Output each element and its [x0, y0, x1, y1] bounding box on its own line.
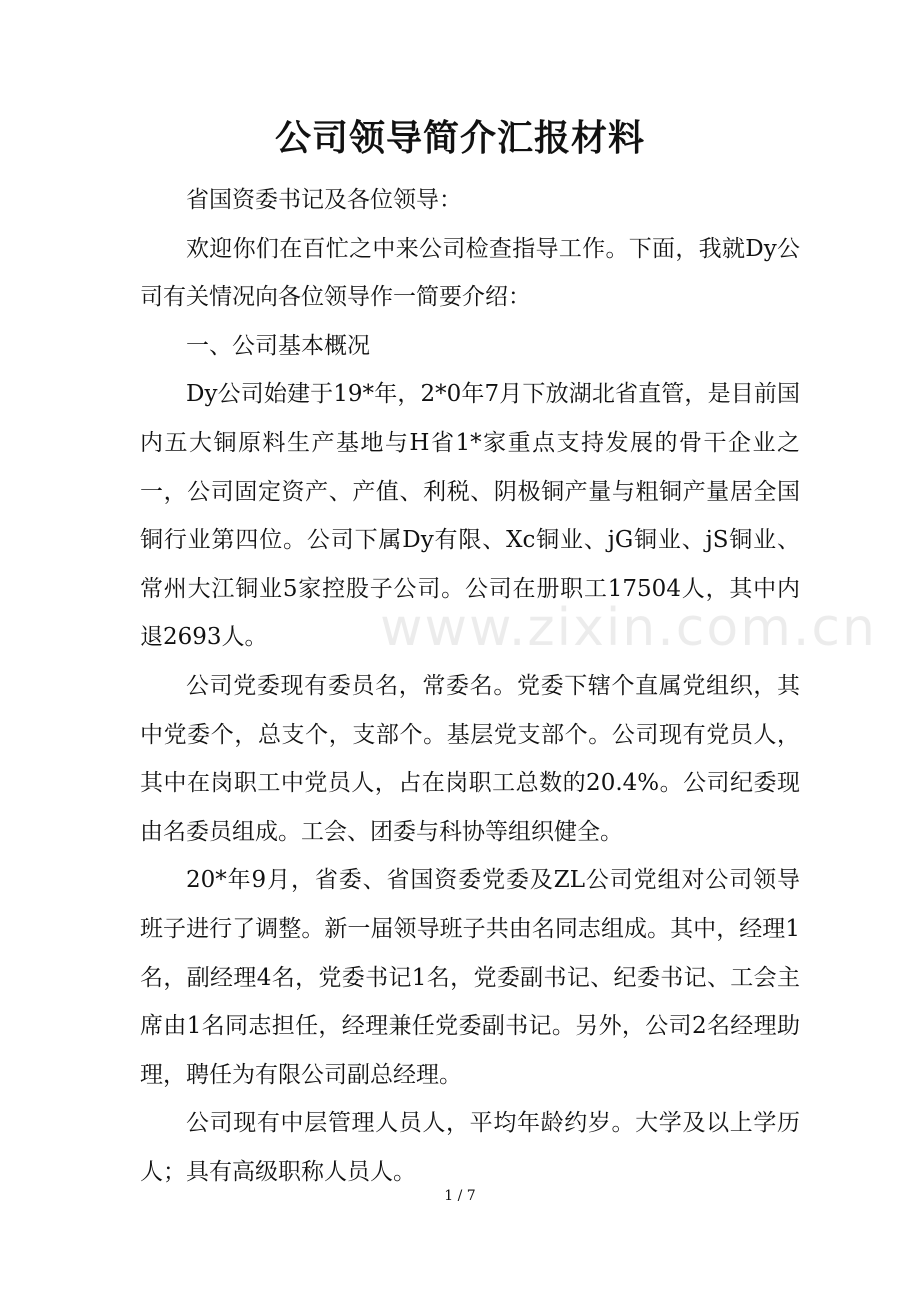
page-number: 1 / 7 — [444, 1188, 476, 1204]
watermark: www.zixin.com.cn — [380, 598, 877, 658]
paragraph-leadership-change: 20*年9月，省委、省国资委党委及ZL公司党组对公司领导班子进行了调整。新一届领导班子共由名同志组成。其中，经理1名，副经理4名，党委书记1名，党委副书记、纪委书记、工会主席由1名同志担任，经理兼任党委副书记。另外，公司2名经理助理，聘任为有限公司副总经理。 — [140, 867, 800, 1088]
paragraph-party-committee: 公司党委现有委员名，常委名。党委下辖个直属党组织，其中党委个，总支个，支部个。基层党支部个。公司现有党员人，其中在岗职工中党员人，占在岗职工总数的20.4%。公司纪委现由名委员组成。工会、团委与科协等组织健全。 — [140, 672, 800, 845]
paragraph-greeting: 省国资委书记及各位领导： — [186, 187, 462, 213]
section-heading-overview: 一、公司基本概况 — [186, 332, 370, 359]
paragraph-middle-management: 公司现有中层管理人员人，平均年龄约岁。大学及以上学历人；具有高级职称人员人。 — [140, 1110, 800, 1185]
document-title: 公司领导简介汇报材料 — [274, 117, 645, 159]
document-body — [140, 176, 800, 1196]
paragraph-welcome: 欢迎你们在百忙之中来公司检查指导工作。下面，我就Dy公司有关情况向各位领导作一简要介绍： — [140, 235, 800, 311]
paragraph-company-history: Dy公司始建于19*年，2*0年7月下放湖北省直管，是目前国内五大铜原料生产基地与H省1*家重点支持发展的骨干企业之一，公司固定资产、产值、利税、阴极铜产量与粗铜产量居全国铜行业第四位。公司下属Dy有限、Xc铜业、jG铜业、jS铜业、常州大江铜业5家控股子公司。公司在册职工17504人，其中内退2693人。 — [140, 381, 800, 651]
